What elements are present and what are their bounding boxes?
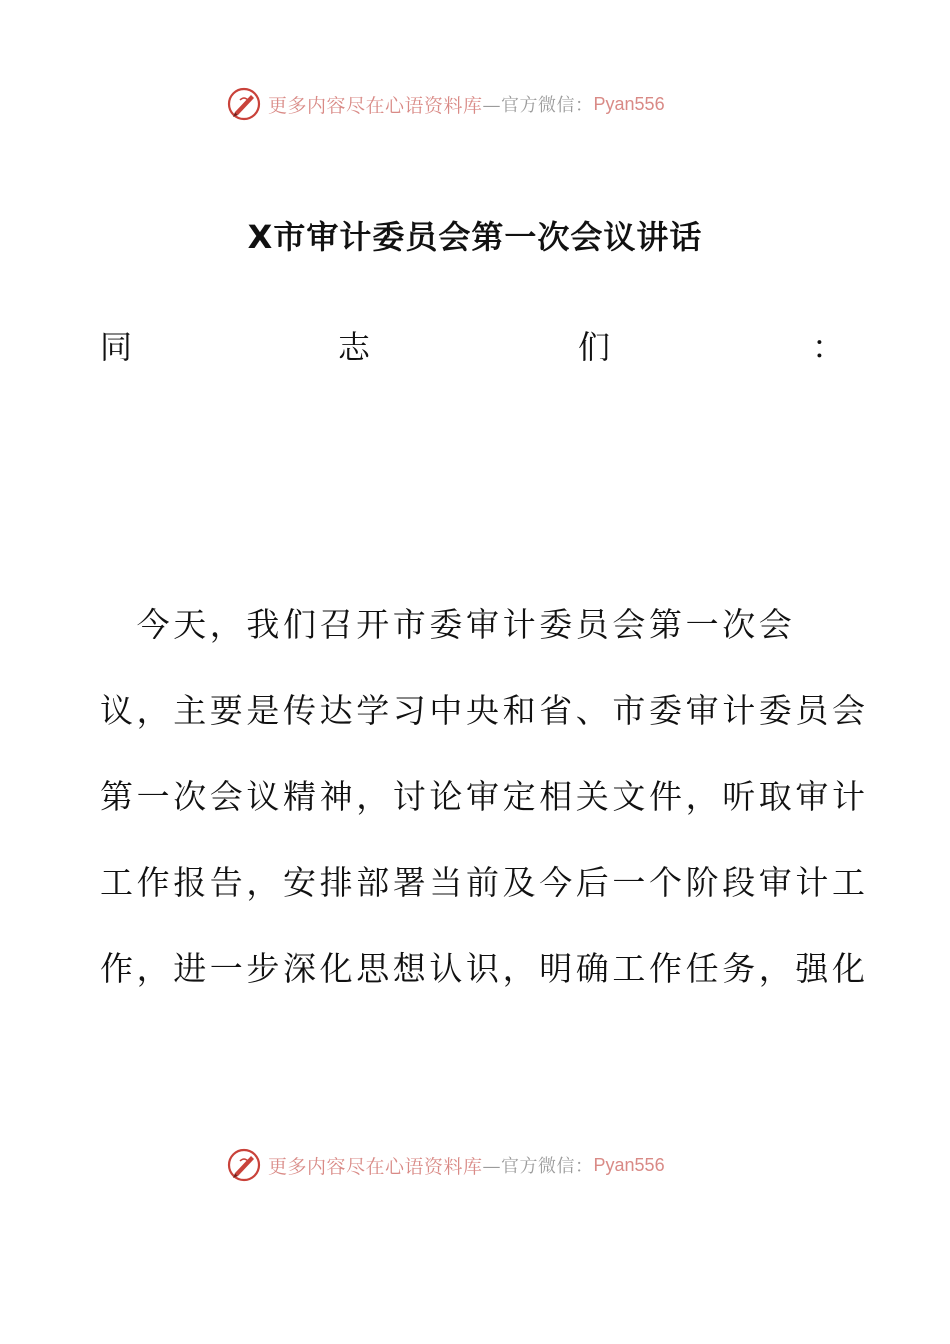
watermark-main-text: 更多内容尽在心语资料库 (268, 94, 483, 117)
salutation-char: 们 (578, 328, 611, 366)
pen-logo-icon (226, 86, 262, 122)
watermark-main-text: 更多内容尽在心语资料库 (268, 1155, 483, 1178)
watermark-wechat-id: Pyan556 (593, 93, 665, 114)
body-paragraph (100, 582, 869, 1012)
salutation-char: ： (812, 328, 845, 366)
salutation (100, 322, 845, 366)
paragraph-line: 第一次会议精神，讨论审定相关文件，听取审计 (100, 777, 869, 816)
salutation-char: 同 (100, 328, 133, 366)
pen-logo-icon (226, 1147, 262, 1183)
watermark-footer (226, 1145, 665, 1185)
salutation-char: 志 (338, 328, 371, 366)
document-title: X市审计委员会第一次会议讲话 (247, 218, 703, 256)
paragraph-line: 工作报告，安排部署当前及今后一个阶段审计工 (100, 863, 869, 902)
watermark-header (226, 84, 665, 124)
watermark-wechat-id: Pyan556 (593, 1154, 665, 1175)
paragraph-line: 今天，我们召开市委审计委员会第一次会 (100, 605, 796, 644)
paragraph-line: 议，主要是传达学习中央和省、市委审计委员会 (100, 691, 869, 730)
watermark-sub-text: —官方微信： (482, 95, 594, 116)
watermark-sub-text: —官方微信： (482, 1156, 594, 1177)
paragraph-line: 作，进一步深化思想认识，明确工作任务，强化 (100, 949, 869, 988)
